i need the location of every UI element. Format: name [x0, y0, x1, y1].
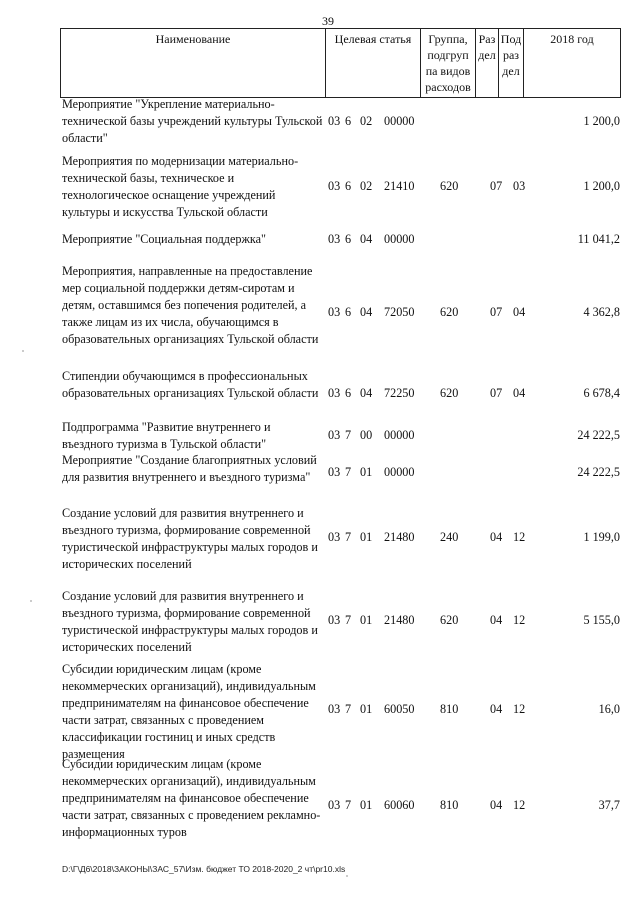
scan-speck: [30, 600, 32, 602]
row-code-1: 03: [328, 114, 341, 128]
table-row: [60, 661, 620, 766]
row-code-2: 7: [345, 428, 352, 442]
row-section: 04: [490, 702, 503, 716]
row-code-4: 21410: [384, 179, 415, 193]
row-name: Мероприятия, направленные на предоставление мер социальной поддержки детям-сиротам и детям, оставшимся без попечения родителей, а также лицам из их числа, обучающимся в образовательных организациях Тульской области: [62, 264, 319, 346]
row-code-3: 01: [360, 613, 373, 627]
row-code-4: 21480: [384, 530, 415, 544]
header-year: 2018 год: [524, 29, 621, 98]
row-amount: 5 155,0: [583, 613, 620, 627]
row-subsection: 12: [513, 702, 526, 716]
table-row: [60, 231, 620, 251]
row-name: Мероприятия по модернизации материально-технической базы, техническое и технологическое оснащение учреждений культуры и искусства Тульской области: [62, 154, 299, 219]
row-group: 810: [440, 798, 459, 812]
row-code-4: 00000: [384, 428, 415, 442]
row-code-2: 6: [345, 386, 352, 400]
row-name: Мероприятие "Социальная поддержка": [62, 232, 267, 246]
header-subsection: Под раз дел: [499, 29, 524, 98]
row-code-3: 01: [360, 702, 373, 716]
row-name: Стипендии обучающимся в профессиональных образовательных организациях Тульской области: [62, 369, 319, 400]
row-code-2: 6: [345, 305, 352, 319]
row-group: 620: [440, 386, 459, 400]
row-code-1: 03: [328, 305, 341, 319]
row-section: 04: [490, 613, 503, 627]
row-amount: 4 362,8: [583, 305, 620, 319]
row-code-2: 6: [345, 114, 352, 128]
table-row: [60, 505, 620, 575]
row-subsection: 04: [513, 386, 526, 400]
row-subsection: 12: [513, 530, 526, 544]
table-row: [60, 368, 620, 420]
row-code-3: 02: [360, 179, 373, 193]
row-code-2: 7: [345, 702, 352, 716]
row-code-3: 01: [360, 530, 373, 544]
row-group: 620: [440, 305, 459, 319]
row-code-1: 03: [328, 702, 341, 716]
row-code-4: 60050: [384, 702, 415, 716]
row-code-4: 00000: [384, 465, 415, 479]
header-target: Целевая статья: [326, 29, 421, 98]
table-row: [60, 452, 620, 504]
row-section: 07: [490, 179, 503, 193]
row-amount: 1 199,0: [583, 530, 620, 544]
row-code-3: 01: [360, 798, 373, 812]
row-code-2: 7: [345, 798, 352, 812]
row-code-2: 7: [345, 613, 352, 627]
row-code-1: 03: [328, 232, 341, 246]
row-code-1: 03: [328, 465, 341, 479]
row-name: Создание условий для развития внутреннего и въездного туризма, формирование современной туристической инфраструктуры малых городов и исторических поселений: [62, 506, 318, 571]
row-code-3: 04: [360, 386, 373, 400]
row-code-3: 04: [360, 305, 373, 319]
table-row: [60, 96, 620, 148]
header-section: Раз дел: [476, 29, 499, 98]
row-code-1: 03: [328, 386, 341, 400]
table-row: [60, 419, 620, 453]
row-name: Подпрограмма "Развитие внутреннего и въездного туризма в Тульской области": [62, 420, 271, 451]
row-code-4: 72050: [384, 305, 415, 319]
row-code-4: 60060: [384, 798, 415, 812]
file-path-footer: D:\Г\Д6\2018\ЗАКОНЫ\ЗАС_57\Изм. бюджет ТО 2018-2020_2 чт\pr10.xls: [62, 864, 346, 874]
row-code-2: 6: [345, 232, 352, 246]
row-group: 620: [440, 613, 459, 627]
row-code-1: 03: [328, 428, 341, 442]
row-code-3: 02: [360, 114, 373, 128]
table-row: [60, 756, 620, 861]
row-subsection: 03: [513, 179, 526, 193]
row-code-2: 7: [345, 530, 352, 544]
row-code-1: 03: [328, 613, 341, 627]
row-code-1: 03: [328, 798, 341, 812]
row-section: 04: [490, 798, 503, 812]
row-name: Субсидии юридическим лицам (кроме некоммерческих организаций), индивидуальным предпринимателям на финансовое обеспечение части затрат, связанных с проведением классификации гостиниц и иных средств размещения: [62, 662, 316, 761]
row-name: Создание условий для развития внутреннего и въездного туризма, формирование современной туристической инфраструктуры малых городов и исторических поселений: [62, 589, 318, 654]
row-code-2: 7: [345, 465, 352, 479]
row-amount: 37,7: [598, 798, 620, 812]
row-code-2: 6: [345, 179, 352, 193]
row-amount: 1 200,0: [583, 179, 620, 193]
row-amount: 1 200,0: [583, 114, 620, 128]
row-subsection: 12: [513, 798, 526, 812]
page-number: 39: [322, 14, 334, 28]
row-code-1: 03: [328, 179, 341, 193]
table-row: [60, 153, 620, 223]
row-amount: 6 678,4: [583, 386, 620, 400]
scan-speck: [346, 875, 348, 877]
row-section: 07: [490, 305, 503, 319]
row-code-4: 72250: [384, 386, 415, 400]
table-row: [60, 263, 620, 353]
row-code-3: 04: [360, 232, 373, 246]
row-code-4: 21480: [384, 613, 415, 627]
row-code-3: 00: [360, 428, 373, 442]
row-group: 240: [440, 530, 459, 544]
row-code-4: 00000: [384, 232, 415, 246]
row-group: 810: [440, 702, 459, 716]
table-row: [60, 588, 620, 658]
row-name: Мероприятие "Укрепление материально-технической базы учреждений культуры Тульской области": [62, 97, 323, 145]
row-subsection: 04: [513, 305, 526, 319]
row-code-4: 00000: [384, 114, 415, 128]
scan-speck: [22, 350, 24, 352]
row-subsection: 12: [513, 613, 526, 627]
row-amount: 16,0: [598, 702, 620, 716]
row-section: 04: [490, 530, 503, 544]
row-code-3: 01: [360, 465, 373, 479]
row-name: Субсидии юридическим лицам (кроме некоммерческих организаций), индивидуальным предпринимателям на финансовое обеспечение части затрат, связанных с проведением рекламно-информационных туров: [62, 757, 321, 839]
row-amount: 24 222,5: [577, 428, 620, 442]
row-name: Мероприятие "Создание благоприятных условий для развития внутреннего и въездного туризма": [62, 453, 317, 484]
row-code-1: 03: [328, 530, 341, 544]
header-group: Группа, подгруп па видов расходов: [421, 29, 476, 98]
row-amount: 11 041,2: [577, 232, 620, 246]
row-section: 07: [490, 386, 503, 400]
row-amount: 24 222,5: [577, 465, 620, 479]
header-name: Наименование: [61, 29, 326, 98]
row-group: 620: [440, 179, 459, 193]
